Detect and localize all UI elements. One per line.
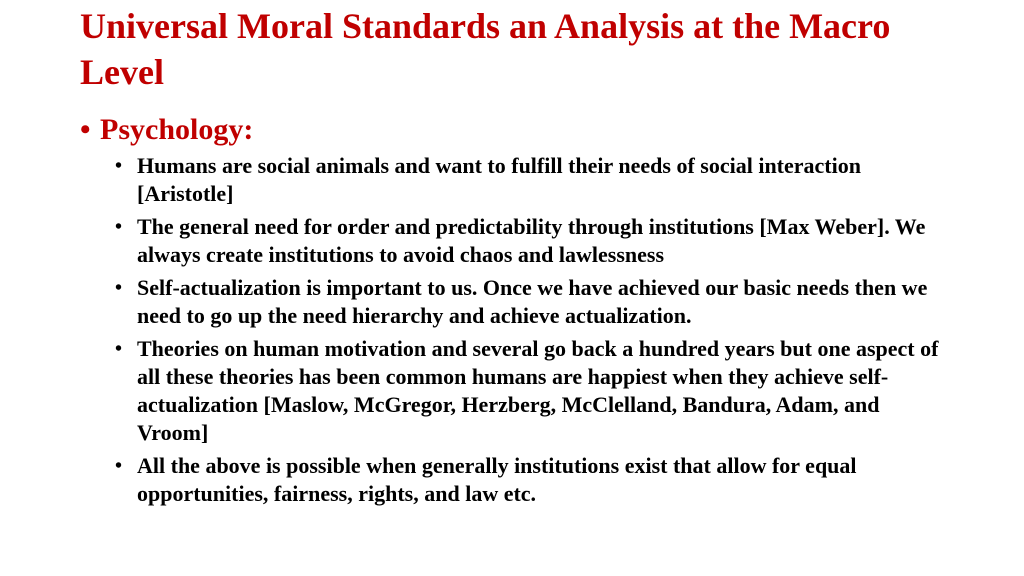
list-item <box>115 274 945 330</box>
section-heading-text: Psychology: <box>100 113 254 146</box>
bullet-dot: • <box>115 338 123 360</box>
list-item <box>115 452 945 508</box>
list-item-text: Theories on human motivation and several go back a hundred years but one aspect of all these theories has been common humans are happiest when they achieve self-actualization [Maslow, McGregor, Herzberg, McClelland, Bandura, Adam, and Vroom] <box>137 336 939 445</box>
list-item-text: The general need for order and predictability through institutions [Max Weber]. We always create institutions to avoid chaos and lawlessness <box>137 214 926 267</box>
list-item <box>115 152 945 208</box>
list-item <box>115 335 945 447</box>
bullet-list <box>115 152 945 513</box>
bullet-dot: • <box>115 455 123 477</box>
list-item <box>115 213 945 269</box>
list-item-text: Humans are social animals and want to fulfill their needs of social interaction [Aristotle] <box>137 153 861 206</box>
list-item-text: Self-actualization is important to us. Once we have achieved our basic needs then we need to go up the need hierarchy and achieve actualization. <box>137 275 928 328</box>
bullet-dot: • <box>115 216 123 238</box>
bullet-dot: • <box>115 277 123 299</box>
bullet-dot: • <box>115 155 123 177</box>
slide-title: Universal Moral Standards an Analysis at the Macro Level <box>80 6 891 92</box>
section-heading <box>80 112 253 148</box>
heading-bullet: • <box>80 113 91 146</box>
list-item-text: All the above is possible when generally institutions exist that allow for equal opportunities, fairness, rights, and law etc. <box>137 453 857 506</box>
